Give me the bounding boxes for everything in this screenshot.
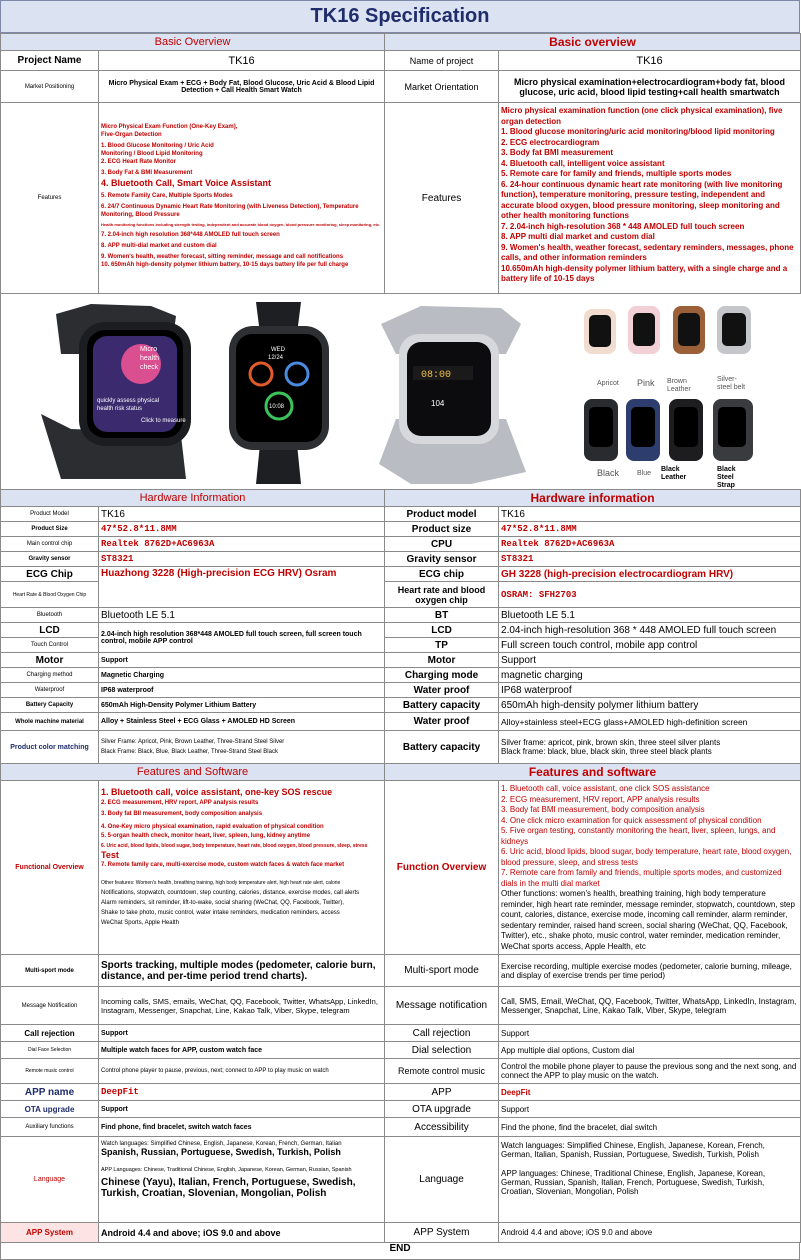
app-languages-cont: Chinese (Yayu), Italian, French, Portuguese, Swedish, Turkish, Croatian, Slovenian, Mongolian, Polish <box>101 1177 356 1199</box>
sw-label-right: Message notification <box>385 987 499 1025</box>
hw-value-right: GH 3228 (high-precision electrocardiogram HRV) <box>499 567 801 582</box>
hw-value-right: IP68 waterproof <box>499 683 801 698</box>
sw-value: Support <box>99 1025 385 1042</box>
color-label: Black Steel Strap <box>717 466 736 489</box>
feature-right-item: 4. Bluetooth call, intelligent voice assistant <box>501 158 665 168</box>
sw-value-right: Find the phone, find the bracelet, dial switch <box>499 1118 801 1137</box>
sw-label: Auxiliary functions <box>1 1118 99 1137</box>
feature-left-item: 8. APP multi-dial market and custom dial <box>101 243 217 249</box>
sw-value: DeepFit <box>99 1084 385 1101</box>
color-swatches-bottom <box>584 399 753 461</box>
feature-left-item: 3. Body Fat & BMI Measurement <box>101 170 193 176</box>
hw-value: ST8321 <box>99 552 385 567</box>
name-of-project-value: TK16 <box>499 51 801 71</box>
sw-label-right: Dial selection <box>385 1042 499 1059</box>
sw-label-right: Remote control music <box>385 1059 499 1084</box>
func-right-item: 2. ECG measurement, HRV report, APP analysis results <box>501 794 700 804</box>
watch-black-silicone-image <box>229 302 329 484</box>
hw-value: Alloy + Stainless Steel + ECG Glass + AMOLED HD Screen <box>99 713 385 731</box>
sw-value-right: Exercise recording, multiple exercise modes (pedometer, calorie burning, mileage, and display of exercise trends per time period) <box>499 955 801 987</box>
product-images <box>1 294 801 490</box>
watch-languages-right: Watch languages: Simplified Chinese, English, Japanese, Korean, French, German, Italian, Spanish, Russian, Portuguese, Swedish, Turkish, Polish <box>501 1141 765 1159</box>
func-left-item: Alarm reminders, sit reminder, lift-to-wake, social sharing (WeChat, QQ, Facebook, Twitter), <box>101 900 344 906</box>
watch1-screen-text: Click to measure <box>141 418 186 424</box>
hw-value: Huazhong 3228 (High-precision ECG HRV) Osram <box>99 567 385 608</box>
watch-silver-steel-image <box>379 306 526 484</box>
hw-label-right: LCD <box>385 623 499 638</box>
sw-value-right: Control the mobile phone player to pause the previous song and the next song, and connect the APP to play music on the watch. <box>499 1059 801 1084</box>
hw-label-right: ECG chip <box>385 567 499 582</box>
language-label-right: Language <box>385 1137 499 1223</box>
sw-label: Multi-sport mode <box>1 955 99 987</box>
color-frame-silver-right: Silver frame: apricot, pink, brown skin, three steel silver plants <box>501 738 721 747</box>
func-left-item: 3. Body fat BII measurement, body composition analysis <box>101 811 263 817</box>
hw-label-right: Battery capacity <box>385 731 499 764</box>
feature-right-item: 6. 24-hour continuous dynamic heart rate monitoring (with live monitoring function), temperature monitoring, pressure testing, independent and accurate blood oxygen, blood pressure monitoring, sleep monitoring and other health monitoring functions <box>501 179 783 220</box>
hw-value: Magnetic Charging <box>99 668 385 683</box>
hw-label-right: Gravity sensor <box>385 552 499 567</box>
hw-value: 2.04-inch high resolution 368*448 AMOLED full touch screen, full screen touch control, mobile APP control <box>99 623 385 653</box>
hw-label-right: BT <box>385 608 499 623</box>
watch3-screen-text: 08:00 <box>421 370 452 381</box>
hw-value: Realtek 8762D+AC6963A <box>99 537 385 552</box>
hw-label-right: Battery capacity <box>385 698 499 713</box>
hw-label: Whole machine material <box>1 713 99 731</box>
hw-label-right: TP <box>385 638 499 653</box>
color-label: Black <box>597 468 620 478</box>
language-left <box>99 1137 385 1223</box>
watch1-screen-text: quickly assess physical <box>97 398 160 404</box>
func-right-item: 7. Remote care from family and friends, multiple sports modes, and customized dials in the multi dial market <box>501 868 782 888</box>
hw-label-right: Product size <box>385 522 499 537</box>
watch-black-steel-image <box>41 304 191 479</box>
feature-left-item: 7. 2.04-inch high resolution 368*448 AMOLED full touch screen <box>101 232 280 238</box>
sw-value-right: Support <box>499 1101 801 1118</box>
hw-label-right: Water proof <box>385 713 499 731</box>
sw-value: Multiple watch faces for APP, custom watch face <box>99 1042 385 1059</box>
hw-label: Product Model <box>1 507 99 522</box>
func-left-item: Notifications, stopwatch, countdown, step counting, calories, distance, exercise modes, call alerts <box>101 890 360 896</box>
section-header-software-right: Features and software <box>385 764 801 781</box>
hw-label: Waterproof <box>1 683 99 698</box>
sw-label: Call rejection <box>1 1025 99 1042</box>
func-left-item: Test <box>101 850 119 860</box>
hw-label: Product color matching <box>1 731 99 764</box>
feature-left-item: Micro Physical Exam Function (One-Key Exam), <box>101 124 238 130</box>
sw-label-right: Accessibility <box>385 1118 499 1137</box>
func-right-item: 6. Uric acid, blood lipids, blood sugar, body temperature, heart rate, blood oxygen, blood pressure, sleep, and stress tests <box>501 847 792 867</box>
func-left-item: 4. One-Key micro physical examination, rapid evaluation of physical condition <box>101 824 324 830</box>
watch-languages: Watch languages: Simplified Chinese, English, Japanese, Korean, French, German, Italian <box>101 1141 342 1147</box>
func-right-item: Other functions: women's health, breathing training, high body temperature reminder, high heart rate reminder, message reminder, stopwatch, countdown, step count, calories, distance, exercise mode, incoming call reminder, alarm reminder, sedentary reminder, raised hand screen, social sharing (WeChat, QQ, Facebook, Twitter), etc., shake photo, music control, water reminder, medication reminder, WeChat sports access, Apple Health, etc <box>501 889 795 951</box>
watch2-screen-text: 10:08 <box>269 404 285 410</box>
hw-label: LCD <box>1 623 99 638</box>
func-right-item: 5. Five organ testing, constantly monitoring the heart, liver, spleen, lungs, and kidneys <box>501 826 776 846</box>
feature-right-item: 8. APP multi dial market and custom dial <box>501 232 655 241</box>
feature-left-item: 9. Women's health, weather forecast, sitting reminder, message and call notifications <box>101 254 344 260</box>
watch1-screen-text: health risk status <box>97 406 143 412</box>
spec-table <box>0 33 801 1243</box>
hw-label: Heart Rate & Blood Oxygen Chip <box>1 582 99 608</box>
color-label: Pink <box>637 378 655 388</box>
hw-label-right: Charging mode <box>385 668 499 683</box>
section-header-basic-left: Basic Overview <box>1 34 385 51</box>
hw-value-right: Support <box>499 653 801 668</box>
color-label: Silver-steel belt <box>717 376 746 391</box>
sw-value-right: App multiple dial options, Custom dial <box>499 1042 801 1059</box>
feature-right-item: 10.650mAh high-density polymer lithium battery, with a single charge and a battery life of 10-15 days <box>501 263 788 283</box>
hw-label: Motor <box>1 653 99 668</box>
feature-left-item: Five-Organ Detection <box>101 132 162 138</box>
hw-value-right: ST8321 <box>499 552 801 567</box>
feature-left-item: 4. Bluetooth Call, Smart Voice Assistant <box>101 178 272 188</box>
market-orientation-label: Market Orientation <box>385 71 499 103</box>
color-swatches-top <box>584 306 751 354</box>
watch3-screen-text: 104 <box>431 399 445 408</box>
page-title: TK16 Specification <box>0 0 800 33</box>
sw-value: Incoming calls, SMS, emails, WeChat, QQ, Facebook, Twitter, WhatsApp, LinkedIn, Instagram, Messenger, Snapchat, Line, Kakao Talk, Viber, Skype, telegram <box>99 987 385 1025</box>
func-left-item: 7. Remote family care, multi-exercise mode, custom watch faces & watch face market <box>101 862 345 868</box>
name-of-project-label: Name of project <box>385 51 499 71</box>
hw-value-right: Full screen touch control, mobile app control <box>499 638 801 653</box>
section-header-hardware-right: Hardware information <box>385 490 801 507</box>
hw-label-right: Product model <box>385 507 499 522</box>
hw-label: Battery Capacity <box>1 698 99 713</box>
sw-label: OTA upgrade <box>1 1101 99 1118</box>
features-list-right <box>499 103 801 294</box>
func-left-item: 1. Bluetooth call, voice assistant, one-key SOS rescue <box>101 787 333 797</box>
market-orientation-value: Micro physical examination+electrocardiogram+body fat, blood glucose, uric acid, blood lipid testing+call health smartwatch <box>499 71 801 103</box>
functional-overview-label: Functional Overview <box>1 781 99 955</box>
sw-value: Find phone, find bracelet, switch watch faces <box>99 1118 385 1137</box>
feature-right-item: 5. Remote care for family and friends, multiple sports modes <box>501 169 732 178</box>
watch2-screen-text: 12/24 <box>268 355 284 361</box>
hw-label: Touch Control <box>1 638 99 653</box>
hw-value: 47*52.8*11.8MM <box>99 522 385 537</box>
feature-left-item: Health monitoring functions including strength testing, independent and accurate blood oxygen, blood pressure monitoring, sleep monitoring, etc. <box>101 222 381 227</box>
hw-label: Product Size <box>1 522 99 537</box>
watch-languages-cont: Spanish, Russian, Portuguese, Swedish, Turkish, Polish <box>101 1147 341 1157</box>
market-positioning-value: Micro Physical Exam + ECG + Body Fat, Blood Glucose, Uric Acid & Blood Lipid Detection + Call Health Smart Watch <box>99 71 385 103</box>
feature-left-item: 5. Remote Family Care, Multiple Sports Modes <box>101 193 233 199</box>
hw-value: Support <box>99 653 385 668</box>
sw-label: Remote music control <box>1 1059 99 1084</box>
func-left-item: 2. ECG measurement, HRV report, APP analysis results <box>101 800 259 806</box>
project-name-label: Project Name <box>1 51 99 71</box>
color-frame-silver: Silver Frame: Apricot, Pink, Brown Leather, Three-Strand Steel Silver <box>101 739 285 745</box>
sw-value-right: DeepFit <box>499 1084 801 1101</box>
func-left-item: 6. Uric acid, blood lipids, blood sugar, body temperature, heart rate, blood oxygen, blood pressure, sleep, stress <box>101 843 368 849</box>
watch2-screen-text: WED <box>271 347 285 353</box>
func-left-item: 5. 5-organ health check, monitor heart, liver, spleen, lung, kidney anytime <box>101 833 311 839</box>
func-right-item: 3. Body fat BMI measurement, body composition analysis <box>501 805 705 814</box>
features-list-left <box>99 103 385 294</box>
sw-label: Message Notification <box>1 987 99 1025</box>
hw-label: Main control chip <box>1 537 99 552</box>
feature-left-item: 2. ECG Heart Rate Monitor <box>101 159 177 165</box>
hw-value-right: Alloy+stainless steel+ECG glass+AMOLED high-definition screen <box>499 713 801 731</box>
app-system-value: Android 4.4 and above; iOS 9.0 and above <box>99 1223 385 1243</box>
hw-value: 650mAh High-Density Polymer Lithium Battery <box>99 698 385 713</box>
sw-label-right: Call rejection <box>385 1025 499 1042</box>
sw-label-right: Multi-sport mode <box>385 955 499 987</box>
sw-value: Control phone player to pause, previous, next; connect to APP to play music on watch <box>99 1059 385 1084</box>
features-label-left: Features <box>1 103 99 294</box>
hw-value-right: TK16 <box>499 507 801 522</box>
func-left-item: WeChat Sports, Apple Health <box>101 920 179 926</box>
section-header-basic-right: Basic overview <box>385 34 801 51</box>
project-name-value: TK16 <box>99 51 385 71</box>
func-left-item: Other features: Women's health, breathing training, high body temperature alert, high heart rate alert, calorie <box>101 880 341 886</box>
app-system-label-right: APP System <box>385 1223 499 1243</box>
feature-right-item: 9. Women's health, weather forecast, sedentary reminders, messages, phone calls, and other information reminders <box>501 242 794 262</box>
function-overview-label: Function Overview <box>385 781 499 955</box>
watch1-screen-text: health <box>140 355 160 362</box>
feature-right-item: 3. Body fat BMI measurement <box>501 148 614 157</box>
language-right <box>499 1137 801 1223</box>
feature-left-item: 1. Blood Glucose Monitoring / Uric Acid <box>101 143 214 149</box>
hw-value: TK16 <box>99 507 385 522</box>
app-languages: APP Languages: Chinese, Traditional Chinese, English, Japanese, Korean, German, Russian, Spanish <box>101 1167 352 1173</box>
color-label: Brown Leather <box>667 378 691 393</box>
hw-value-right: Realtek 8762D+AC6963A <box>499 537 801 552</box>
app-system-label: APP System <box>1 1223 99 1243</box>
color-frame-black: Black Frame: Black, Blue, Black Leather, Three-Strand Steel Black <box>101 749 278 755</box>
end-marker: END <box>0 1243 800 1260</box>
hw-value-right: 650mAh high-density polymer lithium battery <box>499 698 801 713</box>
sw-value: Support <box>99 1101 385 1118</box>
feature-right-item: 2. ECG electrocardiogram <box>501 137 600 147</box>
hw-value: Bluetooth LE 5.1 <box>99 608 385 623</box>
color-label: Black Leather <box>661 466 687 481</box>
feature-left-item: Monitoring / Blood Lipid Monitoring <box>101 151 203 157</box>
hw-label-right: Water proof <box>385 683 499 698</box>
sw-value: Sports tracking, multiple modes (pedometer, calorie burn, distance, and per-time period trend charts). <box>99 955 385 987</box>
functional-overview-left <box>99 781 385 955</box>
color-frame-black-right: Black frame: black, blue, black skin, three steel black plants <box>501 747 712 756</box>
feature-left-item: 10. 650mAh high-density polymer lithium battery, 10-15 days battery life per full charge <box>101 262 349 268</box>
section-header-software-left: Features and Software <box>1 764 385 781</box>
color-label: Blue <box>637 470 652 477</box>
func-right-item: 4. One click micro examination for quick assessment of physical condition <box>501 815 762 825</box>
func-right-item: 1. Bluetooth call, voice assistant, one click SOS assistance <box>501 784 710 793</box>
hw-label-right: Motor <box>385 653 499 668</box>
func-left-item: Shake to take photo, music control, water intake reminders, medication reminders, access <box>101 910 340 916</box>
feature-right-item: Micro physical examination function (one click physical examination), five organ detection <box>501 106 783 126</box>
function-overview-right <box>499 781 801 955</box>
sw-value-right: Call, SMS, Email, WeChat, QQ, Facebook, Twitter, WhatsApp, LinkedIn, Instagram, Messenger, Snapchat, Line, Kakao Talk, Viber, Skype, telegram <box>499 987 801 1025</box>
app-languages-right: APP languages: Chinese, Traditional Chinese, English, Japanese, Korean, German, Russian, Spanish, Italian, French, Portuguese, Swedish, Turkish, Croatian, Slovenian, Mongolian, Polish <box>501 1169 766 1196</box>
hw-value-right: Bluetooth LE 5.1 <box>499 608 801 623</box>
hw-label: ECG Chip <box>1 567 99 582</box>
app-system-value-right: Android 4.4 and above; iOS 9.0 and above <box>499 1223 801 1243</box>
sw-label-right: OTA upgrade <box>385 1101 499 1118</box>
hw-value-right: 47*52.8*11.8MM <box>499 522 801 537</box>
hw-label: Charging method <box>1 668 99 683</box>
hw-label: Bluetooth <box>1 608 99 623</box>
section-header-hardware-left: Hardware Information <box>1 490 385 507</box>
feature-left-item: 6. 24/7 Continuous Dynamic Heart Rate Monitoring (with Liveness Detection), Temperature Monitoring, Blood Pressure <box>101 204 359 218</box>
hw-label-right: CPU <box>385 537 499 552</box>
hw-value-right: magnetic charging <box>499 668 801 683</box>
hw-label: Gravity sensor <box>1 552 99 567</box>
watch1-screen-text: Micro <box>140 346 158 353</box>
features-label-right: Features <box>385 103 499 294</box>
hw-value-right: OSRAM: SFH2703 <box>499 582 801 608</box>
watch1-screen-text: check <box>140 364 159 371</box>
hw-value: IP68 waterproof <box>99 683 385 698</box>
sw-label: Dial Face Selection <box>1 1042 99 1059</box>
hw-value-right: 2.04-inch high-resolution 368 * 448 AMOLED full touch screen <box>499 623 801 638</box>
sw-value-right: Support <box>499 1025 801 1042</box>
hw-value-right-colors <box>499 731 801 764</box>
hw-label-right: Heart rate and blood oxygen chip <box>385 582 499 608</box>
hw-value-colors <box>99 731 385 764</box>
feature-right-item: 1. Blood glucose monitoring/uric acid monitoring/blood lipid monitoring <box>501 127 775 136</box>
color-label: Apricot <box>597 380 619 387</box>
feature-right-item: 7. 2.04-inch high-resolution 368 * 448 AMOLED full touch screen <box>501 221 745 231</box>
market-positioning-label: Market Positioning <box>1 71 99 103</box>
sw-label-right: APP <box>385 1084 499 1101</box>
sw-label: APP name <box>1 1084 99 1101</box>
language-label: Language <box>1 1137 99 1223</box>
